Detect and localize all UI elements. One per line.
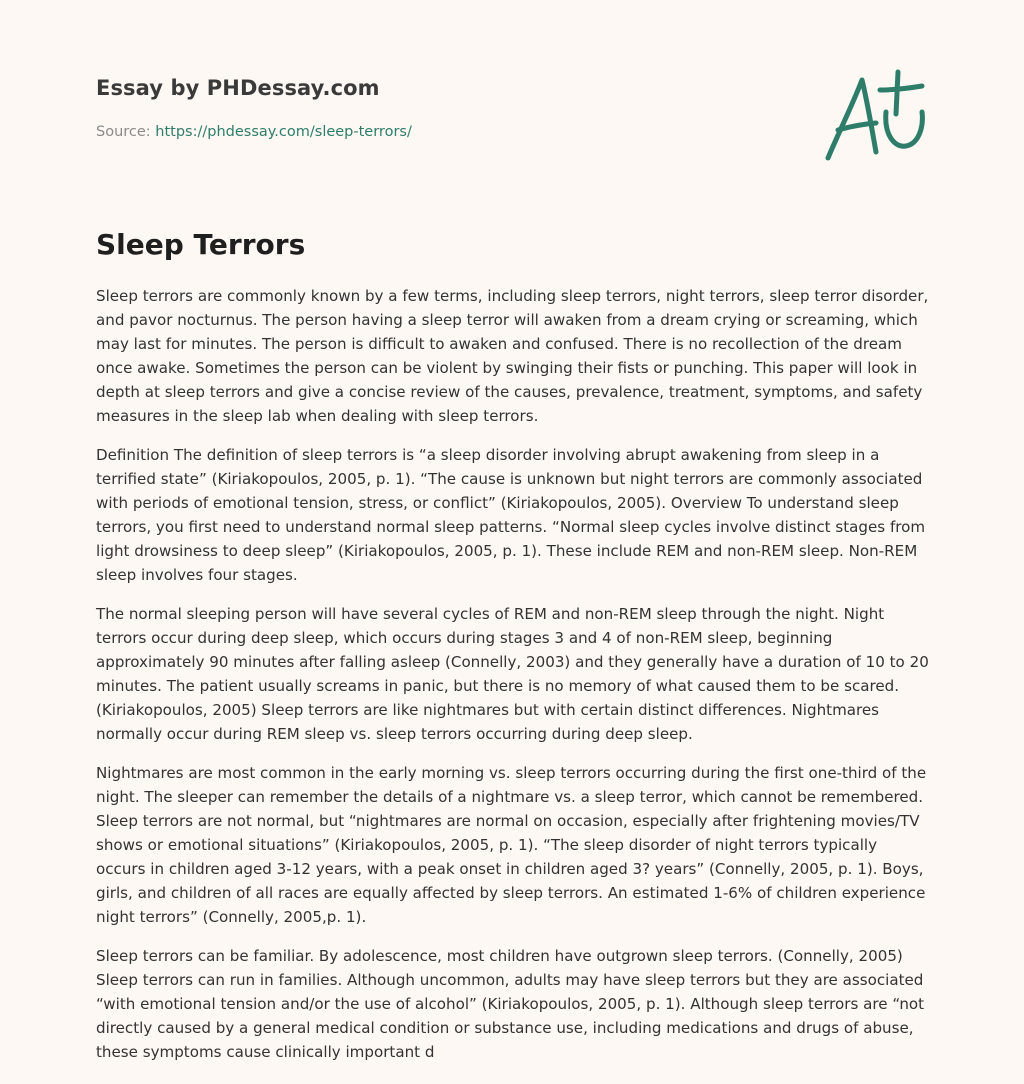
paragraph: Sleep terrors are commonly known by a few terms, including sleep terrors, night terrors, sleep terror disorder, and pavor nocturnus. The person having a sleep terror will awaken from a dream crying or screaming, which may last for minutes. The person is difficult to awaken and confused. There is no recollection of the dream once awake. Sometimes the person can be violent by swinging their fists or punching. This paper will look in depth at sleep terrors and give a concise review of the causes, prevalence, treatment, symptoms, and safety measures in the sleep lab when dealing with sleep terrors. [96,287,929,425]
essay-body [96,284,930,1079]
source-link[interactable]: https://phdessay.com/sleep-terrors/ [155,124,412,140]
paragraph: Nightmares are most common in the early morning vs. sleep terrors occurring during the first one-third of the night. The sleeper can remember the details of a nightmare vs. a sleep terror, which cannot be remembered. Sleep terrors are not normal, but “nightmares are normal on occasion, especially after frightening movies/TV shows or emotional situations” (Kiriakopoulos, 2005, p. 1). “The sleep disorder of night terrors typically occurs in children aged 3-12 years, with a peak onset in children aged 3? years” (Connelly, 2005, p. 1). Boys, girls, and children of all races are equally affected by sleep terrors. An estimated 1-6% of children experience night terrors” (Connelly, 2005,p. 1). [96,764,927,926]
source-label: Source: [96,124,156,140]
paragraph: Definition The definition of sleep terrors is “a sleep disorder involving abrupt awakening from sleep in a terrified state” (Kiriakopoulos, 2005, p. 1). “The cause is unknown but night terrors are commonly associated with periods of emotional tension, stress, or conflict” (Kiriakopoulos, 2005). Overview To understand sleep terrors, you first need to understand normal sleep patterns. “Normal sleep cycles involve distinct stages from light drowsiness to deep sleep” (Kiriakopoulos, 2005, p. 1). These include REM and non-REM sleep. Non-REM sleep involves four stages. [96,446,926,584]
a-plus-grade-icon [818,66,930,166]
site-brand: Essay by PHDessay.com [96,76,380,100]
essay-title: Sleep Terrors [96,228,306,261]
paragraph: Sleep terrors can be familiar. By adolescence, most children have outgrown sleep terrors. (Connelly, 2005) Sleep terrors can run in families. Although uncommon, adults may have sleep terrors but they are associated “with emotional tension and/or the use of alcohol” (Kiriakopoulos, 2005, p. 1). Although sleep terrors are “not directly caused by a general medical condition or substance use, including medications and drugs of abuse, these symptoms cause clinically important d [96,947,925,1061]
source-line [96,124,412,140]
paragraph: The normal sleeping person will have several cycles of REM and non-REM sleep through the night. Night terrors occur during deep sleep, which occurs during stages 3 and 4 of non-REM sleep, beginning approximately 90 minutes after falling asleep (Connelly, 2003) and they generally have a duration of 10 to 20 minutes. The patient usually screams in panic, but there is no memory of what caused them to be scared. (Kiriakopoulos, 2005) Sleep terrors are like nightmares but with certain distinct differences. Nightmares normally occur during REM sleep vs. sleep terrors occurring during deep sleep. [96,605,929,743]
